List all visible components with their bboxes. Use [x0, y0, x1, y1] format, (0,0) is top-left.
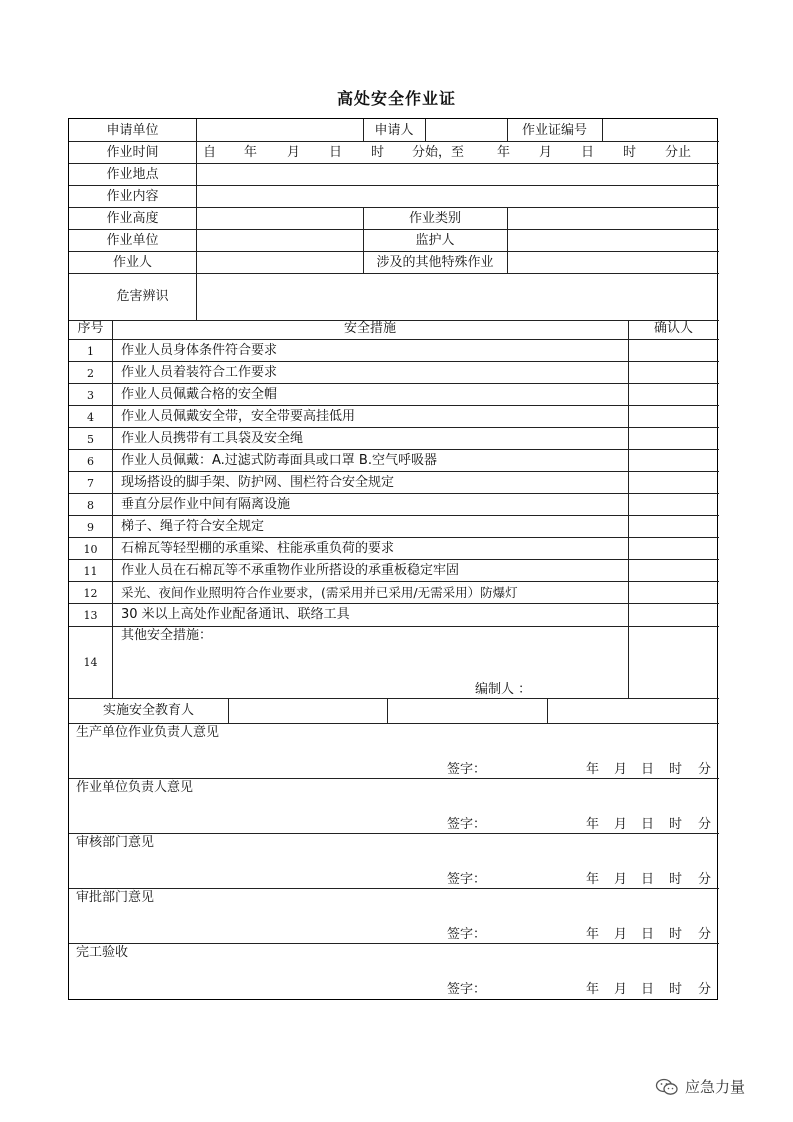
- sign-label: 签字：: [447, 982, 487, 997]
- label-content: 作业内容: [106, 189, 159, 204]
- wechat-icon: [655, 1078, 679, 1096]
- row-number: 6: [87, 455, 94, 468]
- date-hour: 时: [669, 762, 683, 777]
- date-month: 月: [614, 872, 628, 887]
- date-day: 日: [641, 762, 655, 777]
- date-hour: 时: [669, 817, 683, 832]
- row-text: 作业人员佩戴合格的安全帽: [121, 387, 278, 402]
- label-worker: 作业人: [112, 255, 152, 270]
- date-year: 年: [586, 982, 600, 997]
- opinion-title: 生产单位作业负责人意见: [76, 725, 220, 740]
- page-title: 高处安全作业证: [336, 89, 456, 108]
- col-confirm: 确认人: [653, 321, 693, 336]
- compiler-label: 编制人 ：: [475, 682, 532, 697]
- label-work-unit: 作业单位: [106, 233, 159, 248]
- time-day-2: 日: [581, 145, 595, 160]
- label-height: 作业高度: [106, 211, 159, 226]
- date-month: 月: [614, 762, 628, 777]
- label-applicant: 申请人: [374, 123, 414, 138]
- date-month: 月: [614, 927, 628, 942]
- row-number: 13: [83, 609, 98, 622]
- row-number: 8: [87, 499, 94, 512]
- row-text: 垂直分层作业中间有隔离设施: [121, 497, 291, 512]
- other-measures-label: 其他安全措施：: [121, 628, 213, 643]
- row-number: 3: [87, 389, 94, 402]
- date-minute: 分: [698, 817, 712, 832]
- time-hour-2: 时: [623, 145, 637, 160]
- sign-label: 签字：: [447, 817, 487, 832]
- row-number: 1: [87, 345, 94, 358]
- row-number: 2: [87, 367, 94, 380]
- row-number: 11: [83, 565, 98, 578]
- date-year: 年: [586, 762, 600, 777]
- date-year: 年: [586, 872, 600, 887]
- row-number: 9: [87, 521, 94, 534]
- date-minute: 分: [698, 982, 712, 997]
- opinion-title: 审核部门意见: [76, 835, 155, 850]
- label-other-special: 涉及的其他特殊作业: [376, 255, 494, 270]
- row-text: 作业人员佩戴安全带，安全带要高挂低用: [121, 409, 356, 424]
- time-year-2: 年: [497, 145, 511, 160]
- row-text: 作业人员着装符合工作要求: [121, 365, 278, 380]
- sign-label: 签字：: [447, 872, 487, 887]
- row-number: 7: [87, 477, 94, 490]
- date-day: 日: [641, 982, 655, 997]
- label-apply-unit: 申请单位: [106, 123, 159, 138]
- row-number: 10: [83, 543, 98, 556]
- row-text: 作业人员在石棉瓦等不承重物作业所搭设的承重板稳定牢固: [121, 563, 460, 578]
- education-label: 实施安全教育人: [102, 703, 194, 718]
- row-text: 石棉瓦等轻型棚的承重梁、柱能承重负荷的要求: [121, 541, 395, 556]
- date-minute: 分: [698, 762, 712, 777]
- row-number: 14: [83, 656, 98, 669]
- row-text: 采光、夜间作业照明符合作业要求，(需采用并已采用/无需采用）防爆灯: [121, 585, 518, 600]
- opinion-title: 作业单位负责人意见: [76, 780, 194, 795]
- row-text: 现场搭设的脚手架、防护网、围栏符合安全规定: [121, 475, 395, 490]
- date-month: 月: [614, 982, 628, 997]
- opinion-title: 审批部门意见: [76, 890, 155, 905]
- col-seq: 序号: [77, 321, 104, 336]
- time-month-1: 月: [287, 145, 301, 160]
- label-hazard: 危害辨识: [116, 289, 169, 304]
- date-hour: 时: [669, 872, 683, 887]
- time-min-start-to: 分始，至: [412, 145, 465, 160]
- date-year: 年: [586, 927, 600, 942]
- time-hour-1: 时: [371, 145, 385, 160]
- row-number: 5: [87, 433, 94, 446]
- watermark-text: 应急力量: [685, 1078, 746, 1096]
- label-work-type: 作业类别: [408, 211, 461, 226]
- sign-label: 签字：: [447, 927, 487, 942]
- label-guardian: 监护人: [415, 233, 455, 248]
- row-text: 梯子、绳子符合安全规定: [121, 519, 265, 534]
- label-permit-no: 作业证编号: [521, 123, 587, 138]
- watermark: [655, 1076, 745, 1097]
- time-month-2: 月: [539, 145, 553, 160]
- label-work-time: 作业时间: [106, 145, 159, 160]
- time-day-1: 日: [329, 145, 343, 160]
- date-day: 日: [641, 817, 655, 832]
- row-text: 作业人员身体条件符合要求: [121, 343, 278, 358]
- date-day: 日: [641, 927, 655, 942]
- date-hour: 时: [669, 927, 683, 942]
- date-minute: 分: [698, 927, 712, 942]
- date-year: 年: [586, 817, 600, 832]
- time-from: 自: [203, 145, 217, 160]
- permit-form: [68, 118, 718, 1000]
- row-number: 12: [83, 587, 98, 600]
- row-text: 作业人员佩戴：A.过滤式防毒面具或口罩 B.空气呼吸器: [121, 453, 437, 468]
- row-number: 4: [87, 411, 94, 424]
- row-text: 30 米以上高处作业配备通讯、联络工具: [121, 607, 350, 622]
- sign-label: 签字：: [447, 762, 487, 777]
- row-text: 作业人员携带有工具袋及安全绳: [121, 431, 304, 446]
- col-measures: 安全措施: [343, 321, 396, 336]
- time-year-1: 年: [244, 145, 258, 160]
- date-day: 日: [641, 872, 655, 887]
- label-location: 作业地点: [106, 167, 159, 182]
- date-minute: 分: [698, 872, 712, 887]
- time-min-end: 分止: [665, 145, 692, 160]
- date-month: 月: [614, 817, 628, 832]
- date-hour: 时: [669, 982, 683, 997]
- opinion-title: 完工验收: [76, 945, 129, 960]
